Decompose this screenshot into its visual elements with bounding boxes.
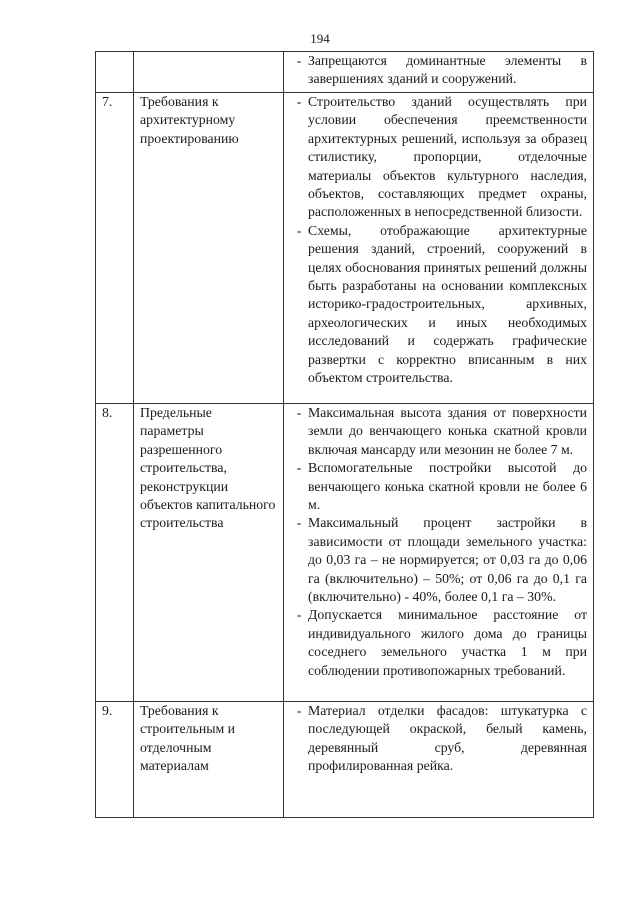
- list-item: [290, 52, 587, 89]
- dash-bullet: -: [296, 53, 302, 68]
- table-row: [96, 702, 594, 818]
- row-title: Требования к архитектурному проектированию: [134, 93, 284, 404]
- list-item: [290, 222, 587, 388]
- item-text: Запрещаются доминантные элементы в завершениях зданий и сооружений.: [308, 53, 587, 87]
- row-number: [96, 52, 134, 93]
- item-text: Строительство зданий осуществлять при условии обеспечения преемственности архитектурных решений, используя за образец стилистику, пропорции, отделочные материалы объектов культурного наследия, объектов, составляющих предмет охраны, расположенных в непосредственной близости.: [308, 94, 587, 220]
- list-item: [290, 514, 587, 606]
- row-number: 7.: [96, 93, 134, 404]
- row-description: [284, 702, 594, 818]
- list-item: [290, 702, 587, 776]
- row-title: Требования к строительным и отделочным материалам: [134, 702, 284, 818]
- item-text: Вспомогательные постройки высотой до венчающего конька скатной кровли не более 6 м.: [308, 460, 587, 513]
- row-title: [134, 52, 284, 93]
- dash-bullet: -: [296, 460, 302, 476]
- table-row: [96, 93, 594, 404]
- item-text: Максимальный процент застройки в зависимости от площади земельного участка: до 0,03 га – не нормируется; от 0,03 га до 0,06 га (включительно) – 50%; от 0,06 га до 0,1 га (включительно) - 40%, более 0,1 га – 30%.: [308, 515, 587, 605]
- row-number: 9.: [96, 702, 134, 818]
- table-row: [96, 404, 594, 702]
- item-text: Схемы, отображающие архитектурные решения зданий, строений, сооружений в целях обоснования принятых решений должны быть разработаны на основании комплексных историко-градостроительных, архивных, археологических и иных необходимых исследований и содержать графические развертки с корректно вписанным в них объектом строительства.: [308, 222, 587, 386]
- list-item: [290, 606, 587, 680]
- row-description: [284, 404, 594, 702]
- list-item: [290, 93, 587, 222]
- row-description: [284, 93, 594, 404]
- item-text: Допускается минимальное расстояние от индивидуального жилого дома до границы соседнего земельного участка 1 м при соблюдении противопожарных требований.: [308, 607, 587, 678]
- list-item: [290, 459, 587, 514]
- dash-bullet: -: [296, 703, 302, 718]
- dash-bullet: -: [296, 222, 302, 238]
- table-row: [96, 52, 594, 93]
- regulations-table: [95, 51, 594, 818]
- dash-bullet: -: [296, 405, 302, 420]
- row-title: Предельные параметры разрешенного строительства, реконструкции объектов капитального строительства: [134, 404, 284, 702]
- item-text: Материал отделки фасадов: штукатурка с последующей окраской, белый камень, деревянный сруб, деревянная профилированная рейка.: [308, 703, 587, 774]
- row-number: 8.: [96, 404, 134, 702]
- page-number: 194: [310, 31, 330, 46]
- dash-bullet: -: [296, 515, 302, 531]
- dash-bullet: -: [296, 607, 302, 623]
- row-description: [284, 52, 594, 93]
- list-item: [290, 404, 587, 459]
- item-text: Максимальная высота здания от поверхности земли до венчающего конька скатной кровли включая мансарду или мезонин не более 7 м.: [308, 405, 587, 457]
- dash-bullet: -: [296, 94, 302, 109]
